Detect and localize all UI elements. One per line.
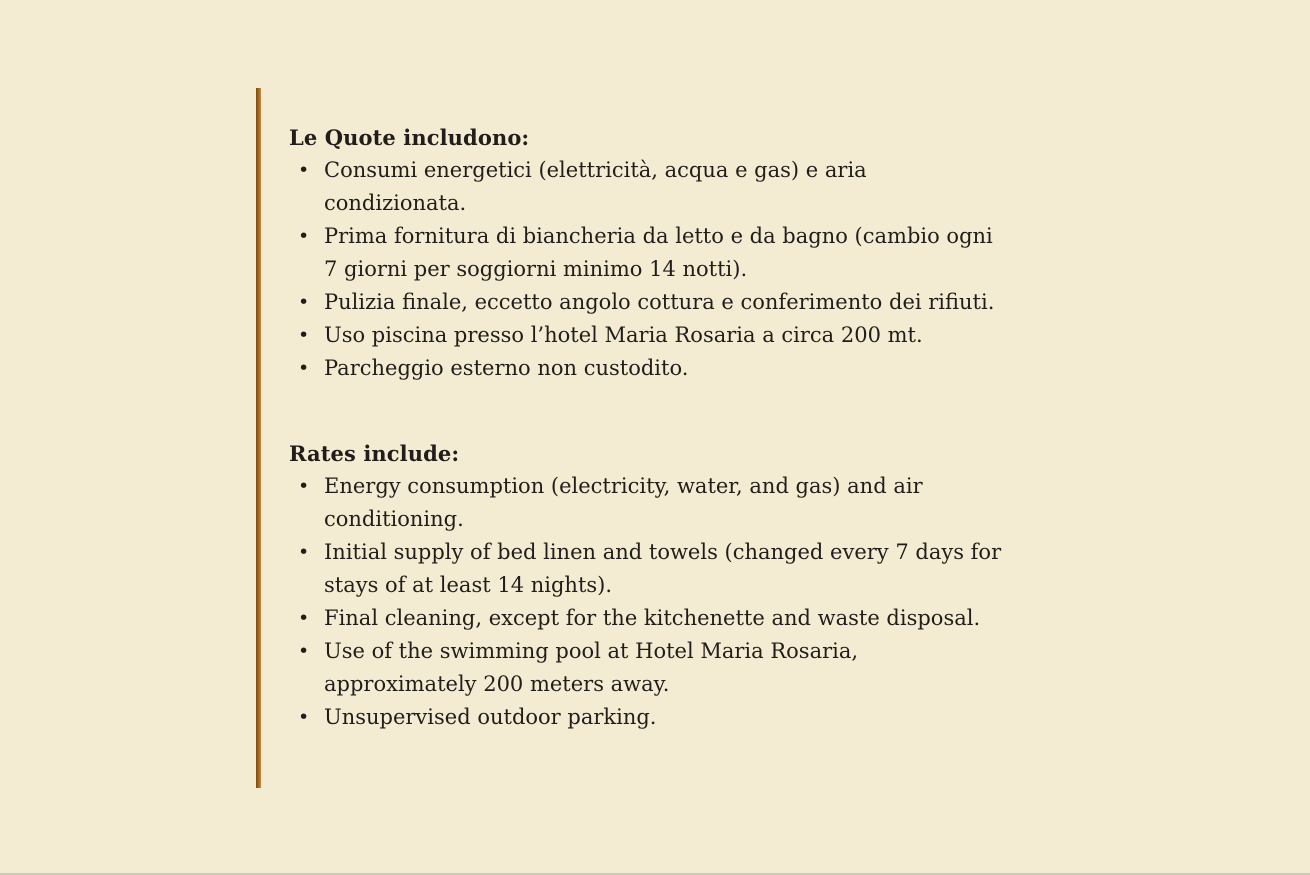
section-heading-italian: Le Quote includono: [289,125,530,150]
bullet-icon: • [298,706,310,728]
vertical-rule [256,88,261,788]
bullet-icon: • [298,541,310,563]
list-item-line: Parcheggio esterno non custodito. [324,356,689,380]
bullet-icon: • [298,159,310,181]
list-item-line: conditioning. [324,507,464,531]
list-item-line: Uso piscina presso l’hotel Maria Rosaria a circa 200 mt. [324,323,923,347]
bullet-list-italian [289,154,1079,385]
list-item-line: Pulizia finale, eccetto angolo cottura e conferimento dei rifiuti. [324,290,995,314]
section-heading-english: Rates include: [289,441,460,466]
bullet-icon: • [298,607,310,629]
list-item [289,286,1079,319]
list-item-line: condizionata. [324,191,467,215]
list-item [289,154,1079,220]
list-item [289,536,1079,602]
list-item-line: 7 giorni per soggiorni minimo 14 notti). [324,257,748,281]
list-item [289,635,1079,701]
list-item [289,602,1079,635]
bullet-icon: • [298,475,310,497]
section-italian-rates [289,121,1079,385]
bullet-icon: • [298,225,310,247]
list-item-line: Initial supply of bed linen and towels (changed every 7 days for [324,540,1002,564]
bullet-icon: • [298,357,310,379]
list-item [289,319,1079,352]
list-item-line: Prima fornitura di biancheria da letto e da bagno (cambio ogni [324,224,993,248]
list-item-line: Unsupervised outdoor parking. [324,705,657,729]
list-item-line: approximately 200 meters away. [324,672,670,696]
list-item [289,220,1079,286]
list-item [289,352,1079,385]
list-item-line: Final cleaning, except for the kitchenette and waste disposal. [324,606,981,630]
bullet-icon: • [298,291,310,313]
content-area [289,121,1079,734]
list-item-line: Consumi energetici (elettricità, acqua e gas) e aria [324,158,867,182]
bullet-icon: • [298,640,310,662]
bullet-icon: • [298,324,310,346]
section-english-rates [289,437,1079,734]
list-item-line: Energy consumption (electricity, water, and gas) and air [324,474,923,498]
list-item [289,701,1079,734]
bullet-list-english [289,470,1079,734]
list-item-line: stays of at least 14 nights). [324,573,613,597]
list-item-line: Use of the swimming pool at Hotel Maria Rosaria, [324,639,859,663]
list-item [289,470,1079,536]
